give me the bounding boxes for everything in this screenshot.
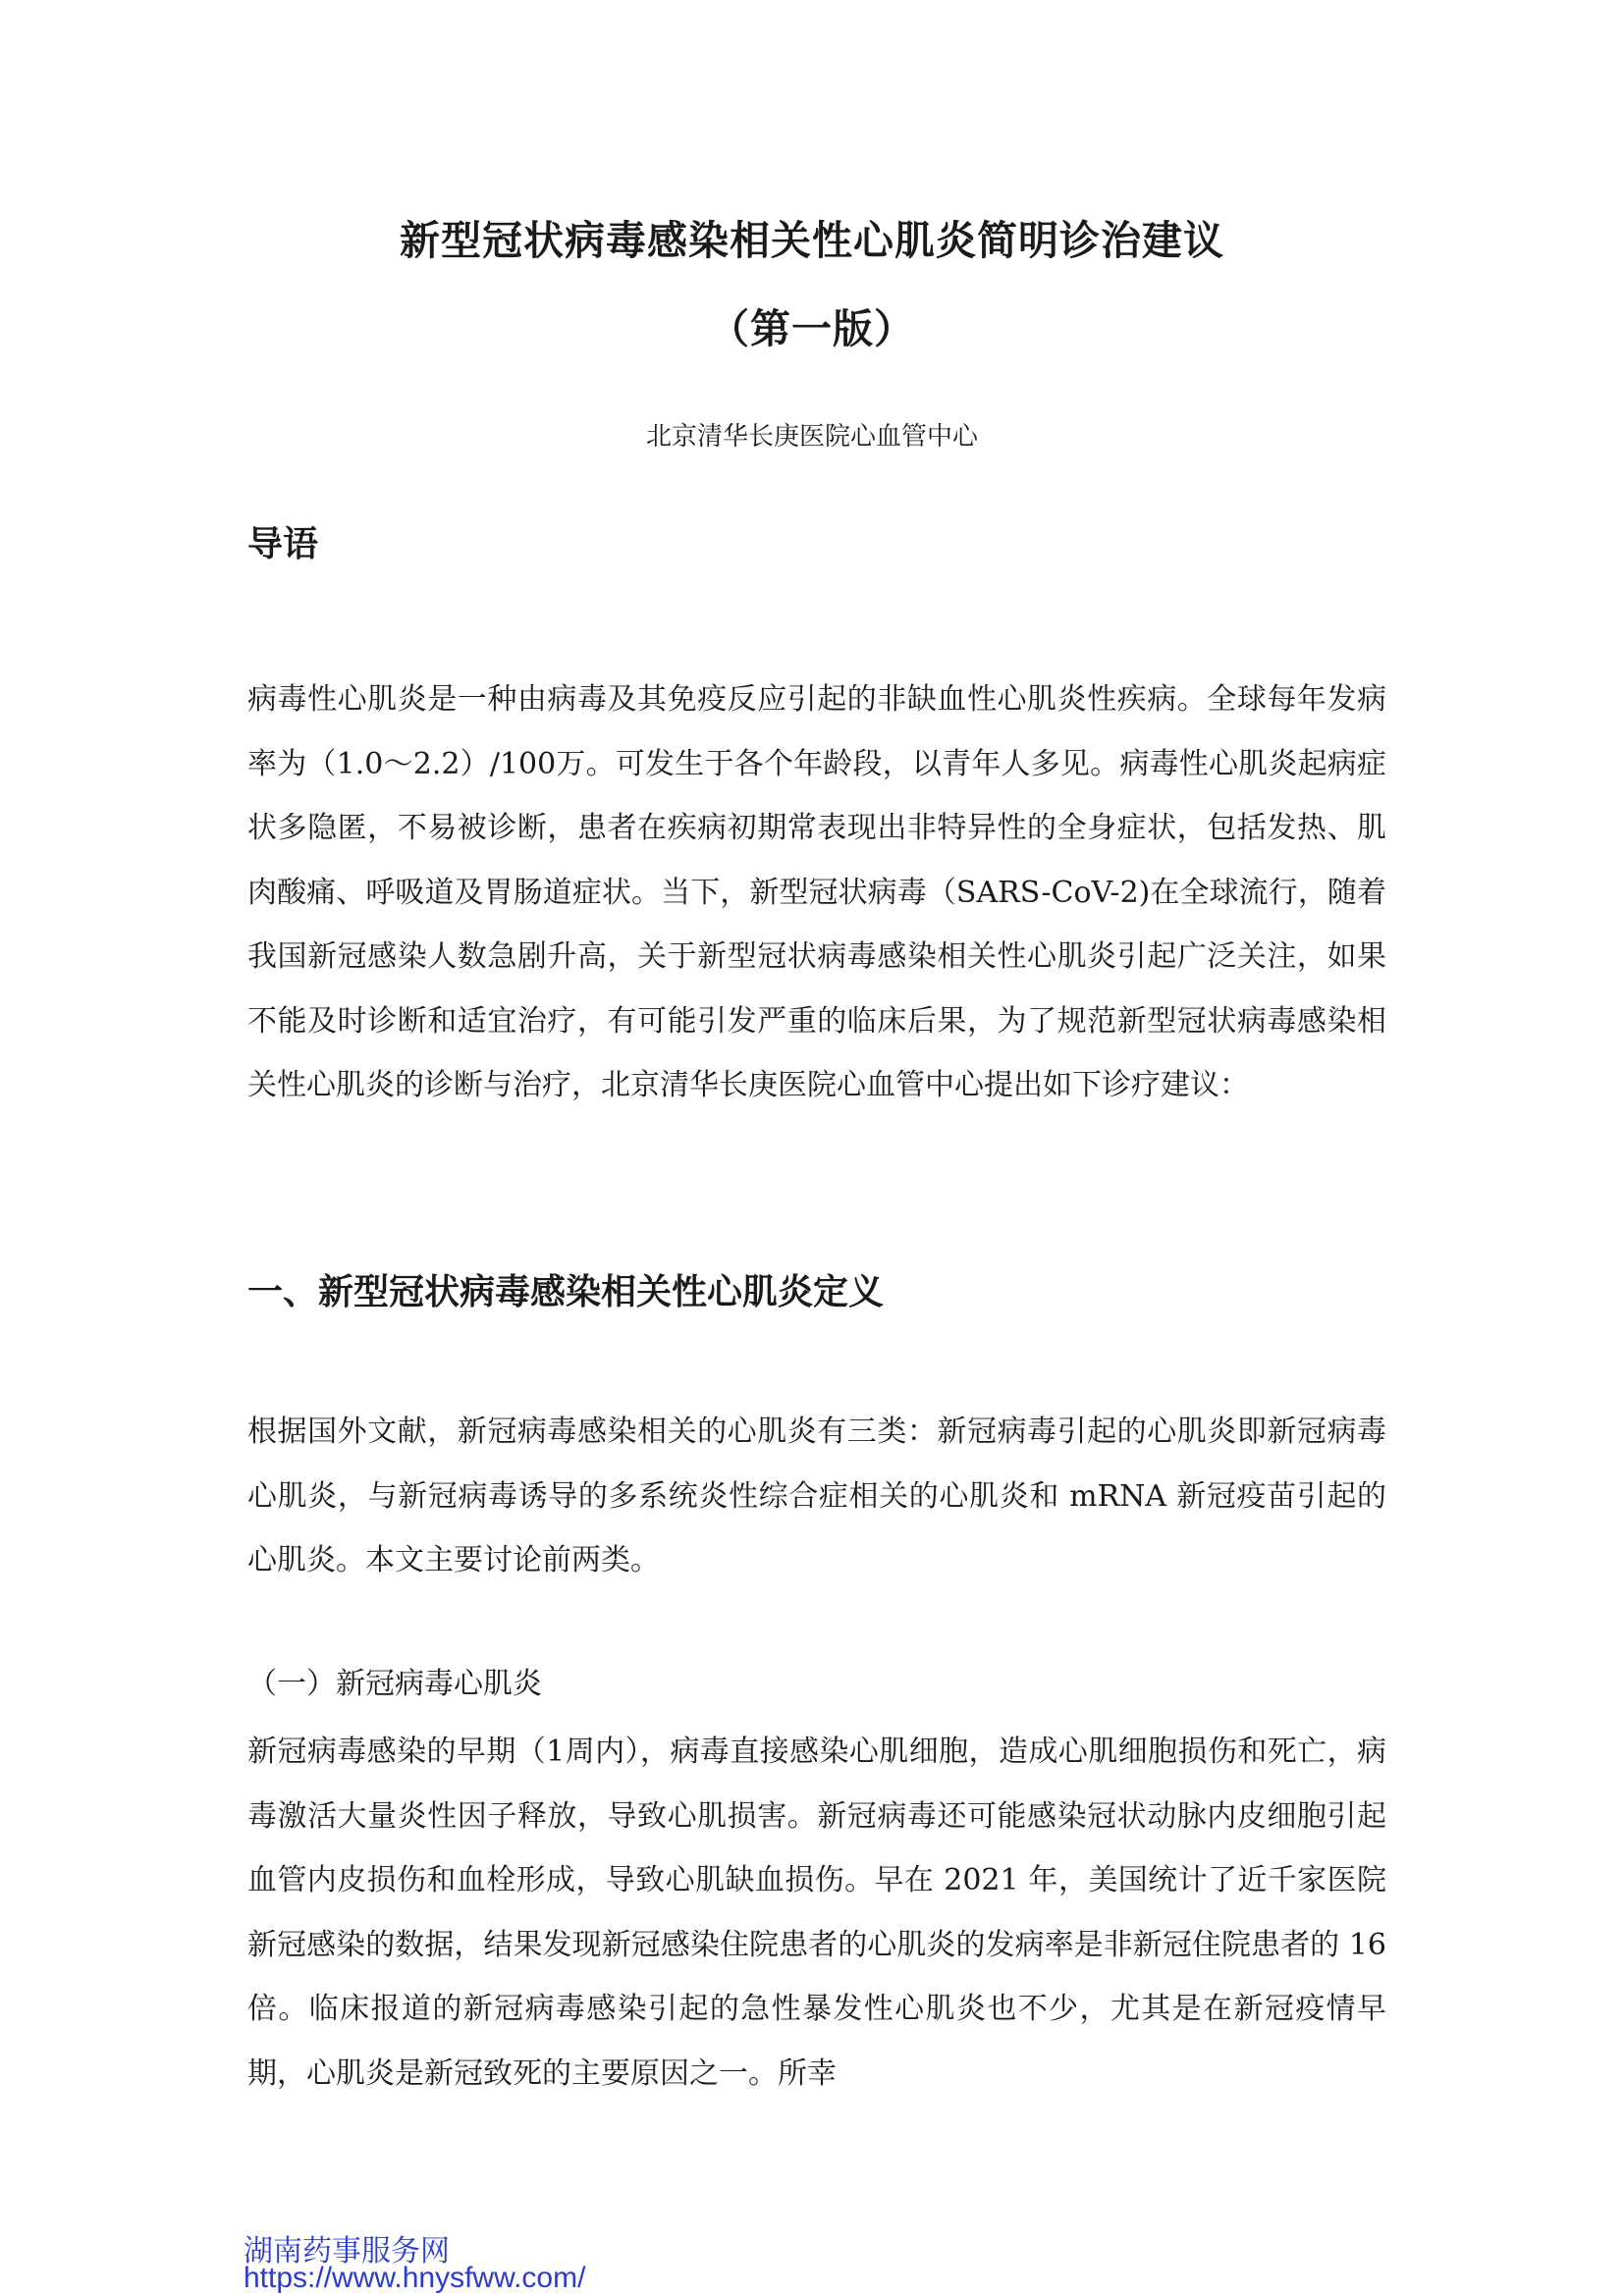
section-1-heading: 一、新型冠状病毒感染相关性心肌炎定义 <box>247 1272 885 1312</box>
subsection-1-paragraph: 新冠病毒感染的早期（1周内），病毒直接感染心肌细胞，造成心肌细胞损伤和死亡，病毒激活大量炎性因子释放，导致心肌损害。新冠病毒还可能感染冠状动脉内皮细胞引起血管内皮损伤和血栓形成，导致心肌缺血损伤。早在 2021 年，美国统计了近千家医院新冠感染的数据，结果发现新冠感染住院患者的心肌炎的发病率是非新冠住院患者的 16 倍。临床报道的新冠病毒感染引起的急性暴发性心肌炎也不少，尤其是在新冠疫情早期，心肌炎是新冠致死的主要原因之一。所幸 <box>247 1735 1386 2091</box>
subsection-1-heading: （一）新冠病毒心肌炎 <box>247 1667 542 1701</box>
document-title: 新型冠状病毒感染相关性心肌炎简明诊治建议 <box>400 217 1224 264</box>
intro-heading: 导语 <box>247 524 319 564</box>
footer-site-name-link[interactable]: 湖南药事服务网 <box>244 2234 450 2269</box>
document-edition: （第一版） <box>709 305 915 352</box>
document-author: 北京清华长庚医院心血管中心 <box>645 422 978 452</box>
section-1-paragraph: 根据国外文献，新冠病毒感染相关的心肌炎有三类：新冠病毒引起的心肌炎即新冠病毒心肌炎，与新冠病毒诱导的多系统炎性综合症相关的心肌炎和 mRNA 新冠疫苗引起的心肌炎。本文主要讨论前两类。 <box>247 1415 1386 1577</box>
intro-paragraph: 病毒性心肌炎是一种由病毒及其免疫反应引起的非缺血性心肌炎性疾病。全球每年发病率为（1.0～2.2）/100万。可发生于各个年龄段，以青年人多见。病毒性心肌炎起病症状多隐匿，不易被诊断，患者在疾病初期常表现出非特异性的全身症状，包括发热、肌肉酸痛、呼吸道及胃肠道症状。当下，新型冠状病毒（SARS-CoV-2)在全球流行，随着我国新冠感染人数急剧升高，关于新型冠状病毒感染相关性心肌炎引起广泛关注，如果不能及时诊断和适宜治疗，有可能引发严重的临床后果，为了规范新型冠状病毒感染相关性心肌炎的诊断与治疗，北京清华长庚医院心血管中心提出如下诊疗建议： <box>247 682 1386 1102</box>
footer-url-link[interactable]: https://www.hnysfww.com/ <box>244 2262 586 2294</box>
